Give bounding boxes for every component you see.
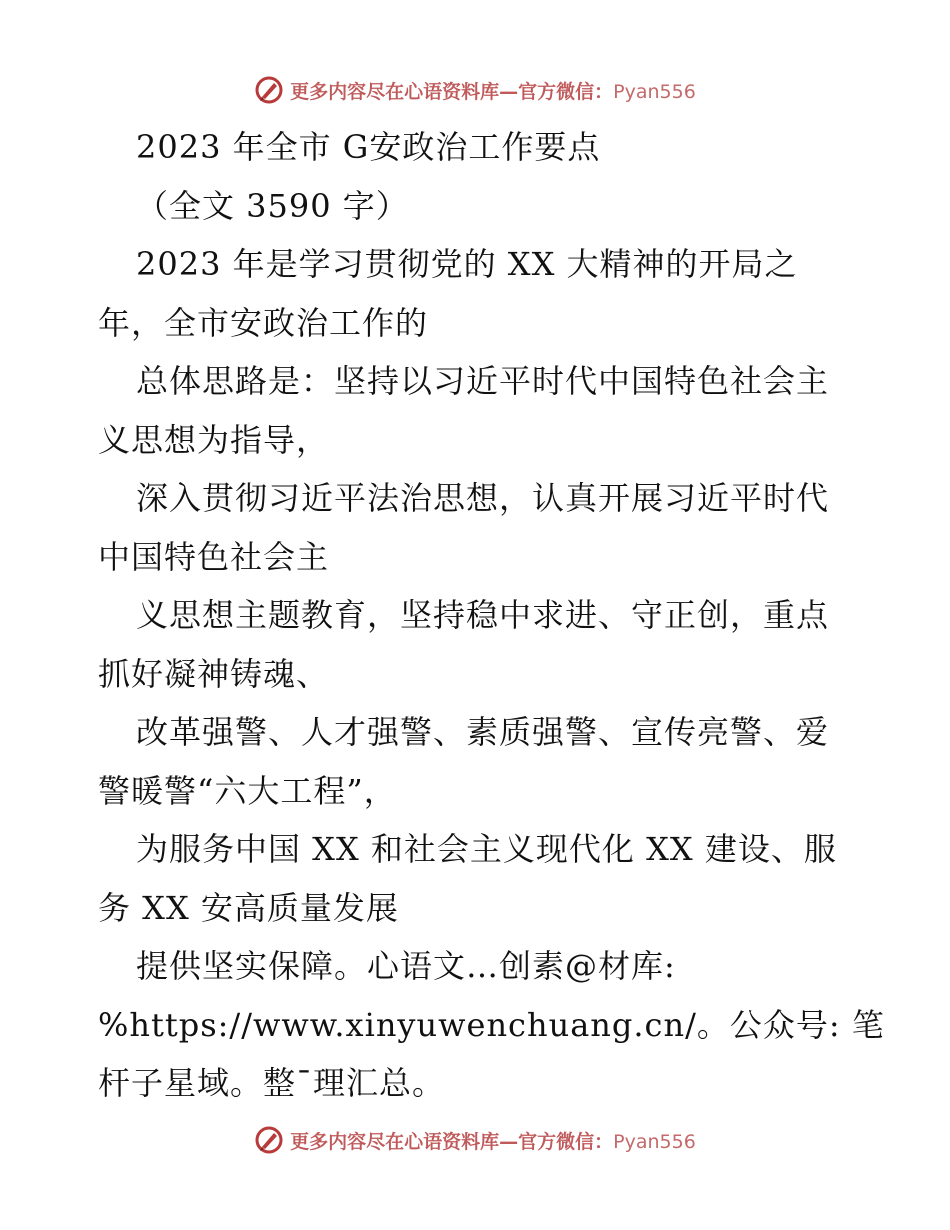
document-body bbox=[98, 118, 885, 1113]
paragraph-line: 改革强警、人才强警、素质强警、宣传亮警、爱 bbox=[136, 713, 830, 751]
paragraph-line: 警暖警“六大工程”， bbox=[98, 771, 397, 810]
paragraph-line-url: %https://www.xinyuwenchuang.cn/。公众号: 笔 bbox=[98, 1005, 885, 1044]
pen-logo-icon bbox=[254, 1125, 284, 1155]
paragraph-line: 2023 年是学习贯彻党的 XX 大精神的开局之 bbox=[136, 245, 798, 283]
header-site-text: 更多内容尽在心语资料库—官方微信： bbox=[290, 80, 614, 103]
paragraph-line: 务 XX 安高质量发展 bbox=[98, 888, 399, 927]
header-wechat-id: Pyan556 bbox=[613, 80, 696, 103]
header-watermark-text bbox=[290, 77, 696, 104]
paragraph-line: 中国特色社会主 bbox=[98, 537, 330, 576]
header-watermark-banner bbox=[0, 70, 950, 110]
footer-watermark-text bbox=[290, 1127, 696, 1154]
footer-site-text: 更多内容尽在心语资料库—官方微信： bbox=[290, 1130, 614, 1153]
footer-wechat-id: Pyan556 bbox=[613, 1130, 696, 1153]
paragraph-line: 提供坚实保障。心语文…创素@材库: bbox=[136, 947, 676, 985]
paragraph-line: 义思想为指导， bbox=[98, 420, 330, 459]
paragraph-line: 为服务中国 XX 和社会主义现代化 XX 建设、服 bbox=[136, 830, 837, 868]
paragraph-line: 年，全市安政治工作的 bbox=[98, 303, 429, 342]
paragraph-line: 杆子星域。整¯理汇总。 bbox=[98, 1064, 446, 1102]
footer-watermark-banner bbox=[0, 1120, 950, 1160]
paragraph-line: 深入贯彻习近平法治思想，认真开展习近平时代 bbox=[136, 479, 830, 517]
paragraph-line: 义思想主题教育，坚持稳中求进、守正创，重点 bbox=[136, 596, 830, 634]
paragraph-line: 抓好凝神铸魂、 bbox=[98, 654, 330, 693]
word-count-note: （全文 3590 字） bbox=[136, 186, 409, 225]
pen-logo-icon bbox=[254, 75, 284, 105]
document-title: 2023 年全市 G安政治工作要点 bbox=[136, 128, 601, 166]
paragraph-line: 总体思路是：坚持以习近平时代中国特色社会主 bbox=[136, 362, 830, 400]
